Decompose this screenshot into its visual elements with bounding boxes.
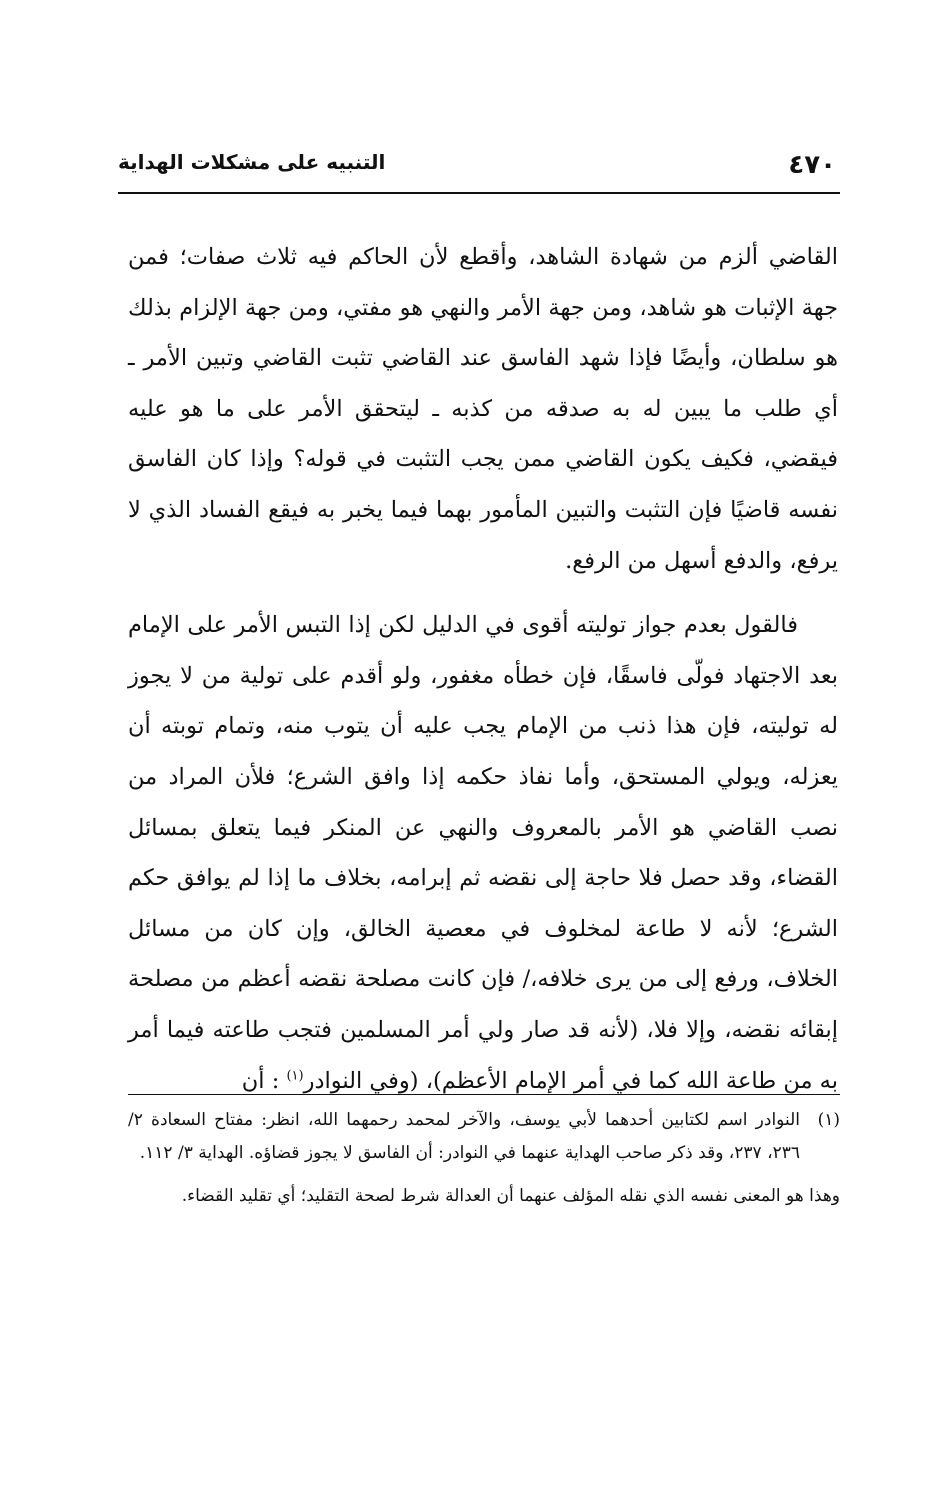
body-paragraph-1: القاضي ألزم من شهادة الشاهد، وأقطع لأن الحاكم فيه ثلاث صفات؛ فمن جهة الإثبات هو شاهد، ومن جهة الأمر والنهي هو مفتي، ومن جهة الإلزام بذلك هو سلطان، وأيضًا فإذا شهد الفاسق عند القاضي تثبت القاضي وتبين الأمر ـ أي طلب ما يبين له به صدقه من كذبه ـ ليتحقق الأمر على ما هو عليه فيقضي، فكيف يكون القاضي ممن يجب التثبت في قوله؟ وإذا كان الفاسق نفسه قاضيًا فإن التثبت والتبين المأمور بهما فيما يخبر به فيقع الفساد الذي لا يرفع، والدفع أسهل من الرفع.	[128, 244, 839, 574]
footnote-divider	[128, 1094, 840, 1095]
body-paragraph-2-text: فالقول بعدم جواز توليته أقوى في الدليل لكن إذا التبس الأمر على الإمام بعد الاجتهاد فولّى فاسقًا، فإن خطأه مغفور، ولو أقدم على تولية من لا يجوز له توليته، فإن هذا ذنب من الإمام يجب عليه أن يتوب منه، وتمام توبته أن يعزله، ويولي المستحق، وأما نفاذ حكمه إذا وافق الشرع؛ فلأن المراد من نصب القاضي هو الأمر بالمعروف والنهي عن المنكر فيما يتعلق بمسائل القضاء، وقد حصل فلا حاجة إلى نقضه ثم إبرامه، بخلاف ما إذا لم يوافق حكم الشرع؛ لأنه لا طاعة لمخلوف في معصية الخالق، وإن كان من مسائل الخلاف، ورفع إلى من يرى خلافه،/ فإن كانت مصلحة نقضه أعظم من مصلحة إبقائه نقضه، وإلا فلا، (لأنه قد صار ولي أمر المسلمين فتجب طاعته فيما أمر به من طاعة الله كما في أمر الإمام الأعظم)، (وفي النوادر	[128, 612, 838, 1094]
body-paragraph-2-tail: : أن	[241, 1067, 287, 1094]
header-divider	[118, 192, 840, 194]
page-number: ٤٧٠	[788, 150, 836, 180]
page-header	[118, 146, 836, 186]
footnote-1	[128, 1104, 840, 1170]
main-text	[128, 232, 838, 1106]
footnote-1-text: النوادر اسم لكتابين أحدهما لأبي يوسف، والآخر لمحمد رحمهما الله، انظر: مفتاح السعادة ٢/ ٢٣٦، ٢٣٧، وقد ذكر صاحب الهداية عنهما في النوادر: أن الفاسق لا يجوز قضاؤه. الهداية ٣/ ١١٢.	[128, 1110, 800, 1163]
footnotes	[128, 1104, 840, 1213]
footnote-continuation: وهذا هو المعنى نفسه الذي نقله المؤلف عنهما أن العدالة شرط لصحة التقليد؛ أي تقليد القضاء.	[181, 1186, 840, 1206]
running-title: التنبيه على مشكلات الهداية	[118, 150, 386, 174]
footnote-marker: (١)	[817, 1110, 840, 1130]
body-paragraph-2	[128, 600, 838, 1106]
footnote-reference[interactable]: (١)	[286, 1068, 304, 1083]
